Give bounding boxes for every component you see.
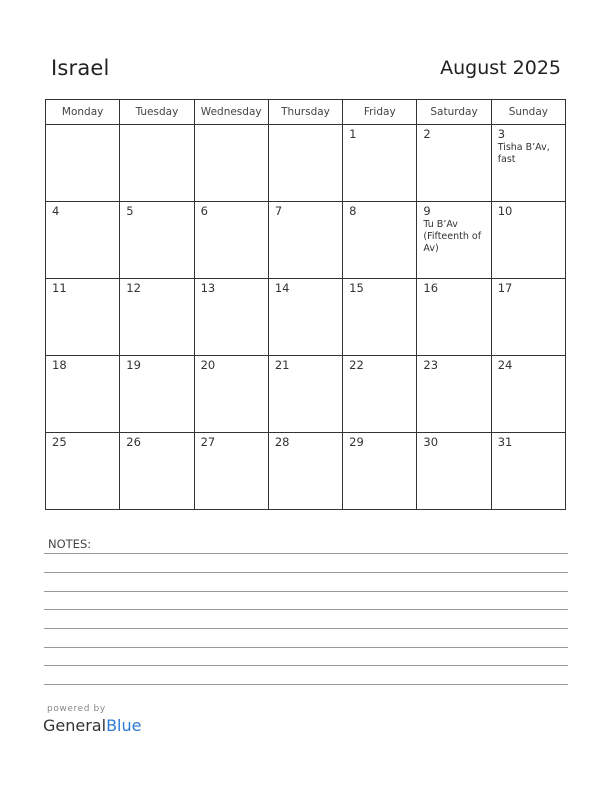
day-number: 25 (52, 435, 67, 449)
day-cell (194, 202, 268, 279)
day-number: 28 (274, 435, 290, 449)
day-cell (491, 433, 565, 510)
day-number: 4 (52, 204, 60, 218)
day-number: 27 (200, 435, 216, 449)
day-number: 14 (274, 281, 290, 295)
day-cell (491, 202, 565, 279)
powered-by-text: powered by (47, 704, 106, 714)
day-number: 6 (200, 204, 208, 218)
day-cell (268, 125, 342, 202)
day-cell (268, 356, 342, 433)
day-number: 1 (349, 127, 357, 141)
day-number: 19 (126, 358, 141, 372)
note-line (44, 609, 568, 610)
note-line (44, 591, 568, 592)
day-cell (194, 356, 268, 433)
day-number: 5 (126, 204, 134, 218)
week-row (46, 125, 566, 202)
notes-label: NOTES: (48, 537, 92, 551)
day-number: 11 (52, 281, 67, 295)
day-cell (417, 279, 491, 356)
week-row (46, 433, 566, 510)
generalblue-logo (43, 716, 141, 735)
day-cell (120, 279, 194, 356)
note-line (44, 628, 568, 629)
day-cell (268, 279, 342, 356)
weekday-header: Wednesday (194, 100, 268, 125)
day-number: 13 (200, 281, 216, 295)
day-cell (46, 356, 120, 433)
weekday-header: Sunday (491, 100, 565, 125)
weekday-header: Thursday (268, 100, 342, 125)
note-line (44, 572, 568, 573)
day-cell (343, 202, 417, 279)
holiday-label: Tisha B’Av, fast (497, 142, 550, 165)
day-cell (417, 125, 491, 202)
weekday-header: Saturday (417, 100, 491, 125)
day-number: 10 (497, 204, 513, 218)
day-cell (491, 125, 565, 202)
month-year-title: August 2025 (440, 57, 561, 79)
day-number: 22 (349, 358, 364, 372)
day-number: 20 (200, 358, 216, 372)
day-cell (120, 356, 194, 433)
day-number: 3 (497, 127, 506, 141)
day-number: 9 (423, 204, 431, 218)
week-row (46, 279, 566, 356)
day-cell (343, 433, 417, 510)
day-cell (120, 202, 194, 279)
day-cell (194, 433, 268, 510)
note-line (44, 665, 568, 666)
logo-general-text: General (43, 716, 107, 735)
country-title: Israel (51, 56, 110, 80)
day-cell (491, 356, 565, 433)
day-number: 2 (423, 127, 431, 141)
note-line (44, 647, 568, 648)
logo-blue-text: Blue (106, 716, 142, 735)
day-cell (46, 125, 120, 202)
weekday-header-row (46, 100, 566, 125)
day-number: 18 (52, 358, 67, 372)
day-cell (343, 279, 417, 356)
day-number: 26 (126, 435, 141, 449)
day-cell (268, 202, 342, 279)
day-number: 15 (349, 281, 364, 295)
weekday-header: Monday (46, 100, 120, 125)
day-cell (417, 202, 491, 279)
day-cell (46, 433, 120, 510)
day-cell (491, 279, 565, 356)
day-cell (194, 279, 268, 356)
day-number: 17 (497, 281, 513, 295)
day-cell (46, 279, 120, 356)
note-line (44, 684, 568, 685)
day-number: 29 (349, 435, 364, 449)
day-cell (343, 125, 417, 202)
weekday-header: Tuesday (120, 100, 194, 125)
week-row (46, 202, 566, 279)
holiday-label: Tu B’Av (Fifteenth of Av) (423, 219, 482, 254)
day-cell (46, 202, 120, 279)
day-cell (417, 356, 491, 433)
day-cell (120, 125, 194, 202)
week-row (46, 356, 566, 433)
calendar-grid (45, 99, 566, 510)
day-number: 24 (497, 358, 513, 372)
day-number: 31 (497, 435, 513, 449)
day-number: 30 (423, 435, 439, 449)
day-cell (343, 356, 417, 433)
day-cell (268, 433, 342, 510)
weekday-header: Friday (343, 100, 417, 125)
day-cell (120, 433, 194, 510)
day-number: 21 (274, 358, 290, 372)
day-cell (417, 433, 491, 510)
day-number: 8 (349, 204, 357, 218)
note-line (44, 553, 568, 554)
day-number: 12 (126, 281, 141, 295)
day-number: 16 (423, 281, 439, 295)
day-number: 7 (274, 204, 283, 218)
day-number: 23 (423, 358, 439, 372)
day-cell (194, 125, 268, 202)
